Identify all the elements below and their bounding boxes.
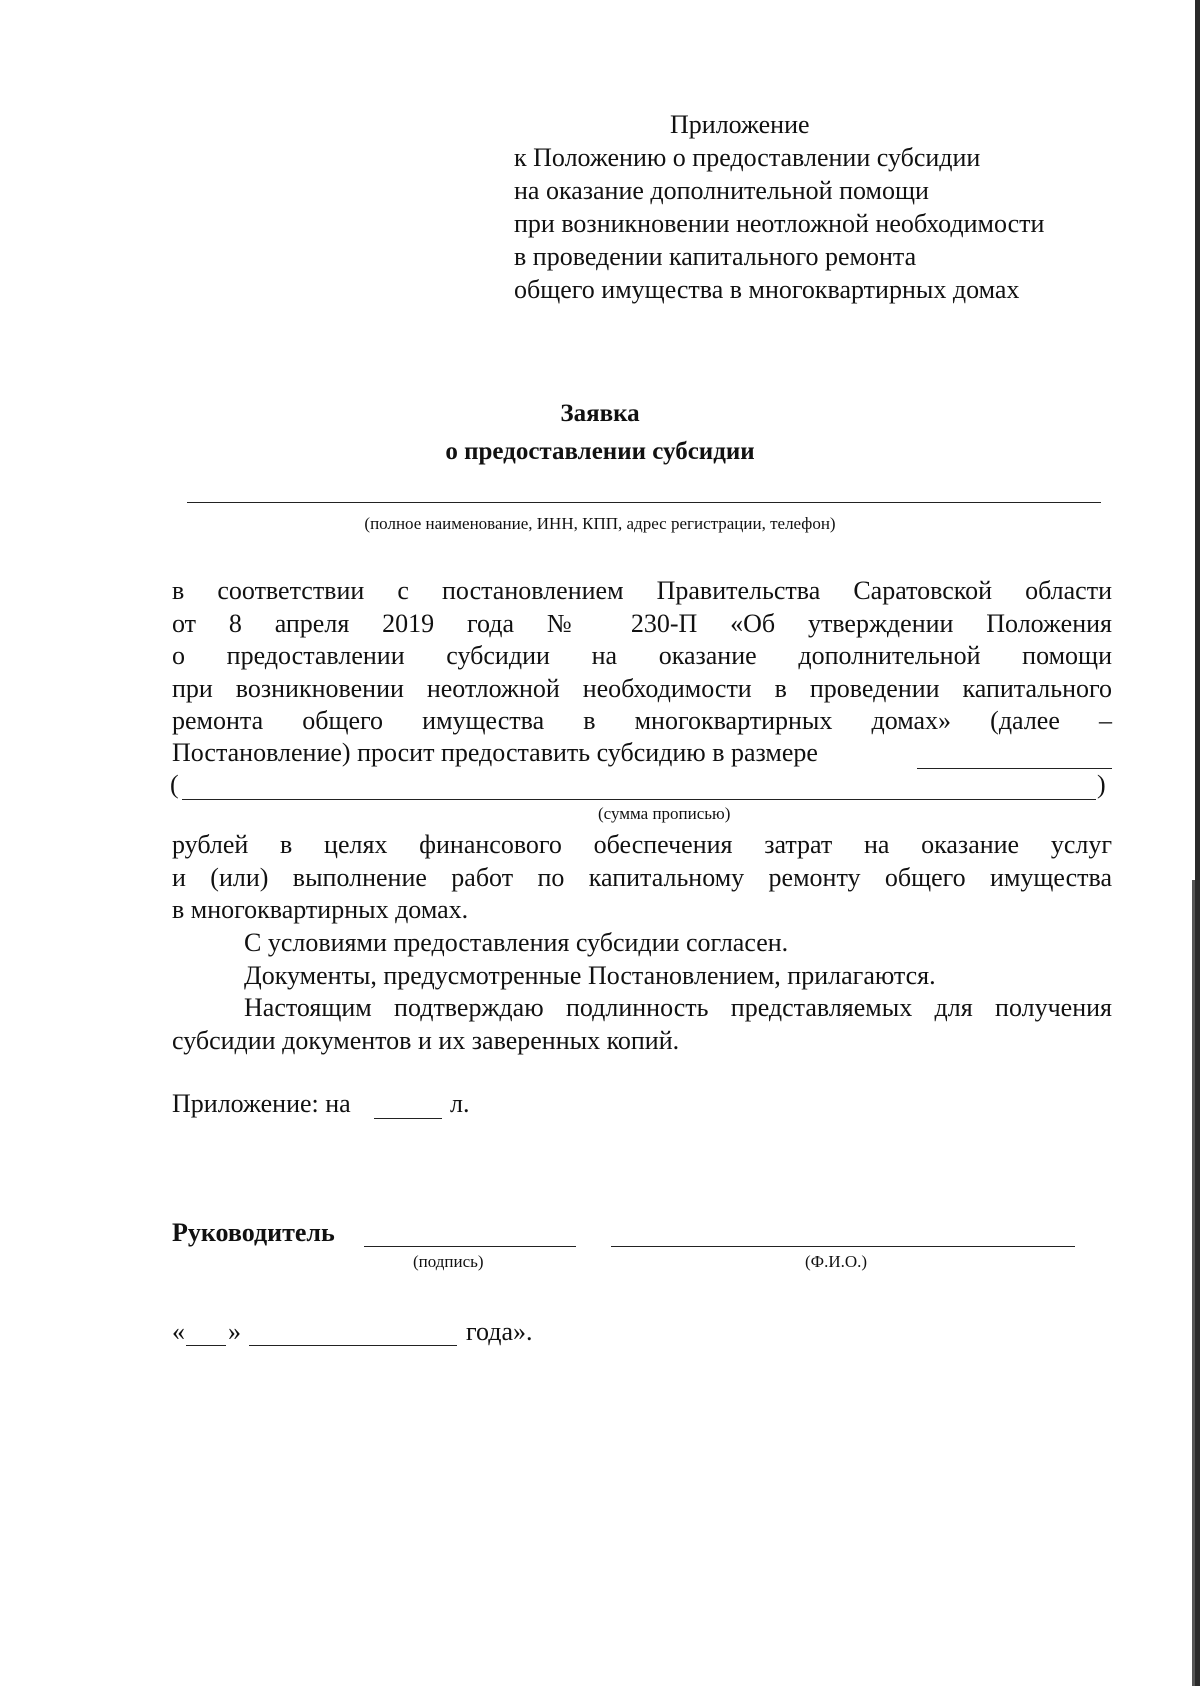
close-paren: ) (1097, 770, 1106, 799)
document-subtitle: о предоставлении субсидии (445, 438, 755, 465)
applicant-caption: (полное наименование, ИНН, КПП, адрес регистрации, телефон) (364, 514, 836, 533)
body-line: при возникновении неотложной необходимости в проведении капитального (172, 673, 1112, 703)
appendix-line: в проведении капитального ремонта (514, 242, 917, 271)
date-open-quote: « (172, 1317, 185, 1346)
appendix-block (514, 108, 1154, 306)
appendix-heading: Приложение (670, 110, 810, 139)
document-title: Заявка (560, 400, 640, 427)
scan-edge-shadow (1192, 880, 1195, 1686)
body-line: в многоквартирных домах. (172, 895, 469, 924)
appendix-line: к Положению о предоставлении субсидии (514, 143, 981, 172)
appendix-line: общего имущества в многоквартирных домах (514, 275, 1020, 304)
date-month-field-line[interactable] (249, 1345, 457, 1346)
docs-line: Документы, предусмотренные Постановлением, прилагаются. (244, 960, 936, 990)
signer-role: Руководитель (172, 1218, 335, 1247)
date-close-quote: » (228, 1317, 241, 1346)
body-line: и (или) выполнение работ по капитальному ремонту общего имущества (172, 862, 1112, 892)
body-line: от 8 апреля 2019 года № 230-П «Об утверждении Положения (172, 608, 1112, 638)
applicant-field-line[interactable] (187, 502, 1101, 503)
signature-caption: (подпись) (413, 1252, 484, 1271)
body-paragraph (172, 575, 1112, 738)
open-paren: ( (170, 770, 179, 799)
full-name-field-line[interactable] (611, 1246, 1075, 1247)
date-day-field-line[interactable] (186, 1345, 226, 1346)
sum-words-field-line[interactable] (182, 799, 1096, 800)
agree-paragraph (172, 927, 1112, 1057)
attachment-suffix: л. (450, 1089, 470, 1118)
appendix-line: на оказание дополнительной помощи (514, 176, 929, 205)
sum-caption: (сумма прописью) (598, 804, 731, 823)
confirm-line: субсидии документов и их заверенных копий. (172, 1025, 680, 1055)
body-line: в соответствии с постановлением Правительства Саратовской области (172, 576, 1112, 605)
amount-field-line[interactable] (917, 768, 1112, 769)
date-year-text: года». (466, 1317, 533, 1346)
body-line: рублей в целях финансового обеспечения затрат на оказание услуг (172, 830, 1112, 859)
agree-line: С условиями предоставления субсидии согласен. (244, 928, 789, 957)
signature-field-line[interactable] (364, 1246, 576, 1247)
appendix-line: при возникновении неотложной необходимости (514, 209, 1045, 238)
full-name-caption: (Ф.И.О.) (805, 1252, 868, 1271)
purpose-paragraph (172, 829, 1112, 927)
request-text: Постановление) просит предоставить субсидию в размере (172, 738, 818, 767)
attachment-pages-field-line[interactable] (374, 1118, 442, 1119)
attachment-label: Приложение: на (172, 1089, 351, 1118)
body-line: ремонта общего имущества в многоквартирных домах» (далее – (172, 706, 1112, 735)
body-line: о предоставлении субсидии на оказание дополнительной помощи (172, 641, 1112, 670)
scan-edge (1195, 0, 1200, 1686)
confirm-line: Настоящим подтверждаю подлинность представляемых для получения (244, 993, 1112, 1022)
